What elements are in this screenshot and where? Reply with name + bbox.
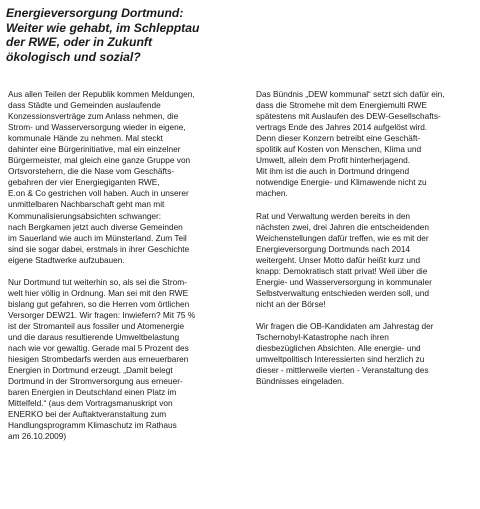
text-line: eigene Stadtwerke aufzubauen. — [8, 254, 125, 265]
text-line: Dortmund in der Stromversorgung aus erneuer- — [8, 376, 183, 387]
text-line: nicht an der Börse! — [256, 298, 326, 309]
right-column — [256, 89, 474, 398]
text-line: dahinter eine Bürgerinitiative, mal ein einzelner — [8, 144, 181, 155]
text-line: spolitik auf Kosten von Menschen, Klima und — [256, 144, 422, 155]
text-line: kommunale Hände zu nehmen. Mal steckt — [8, 133, 163, 144]
body-paragraph — [256, 211, 474, 310]
body-paragraph — [256, 321, 474, 387]
text-line: Wir fragen die OB-Kandidaten am Jahrestag der — [256, 320, 434, 331]
text-line: Handlungsprogramm Klimaschutz im Rathaus — [8, 420, 177, 431]
body-paragraph — [8, 277, 240, 443]
text-line: welt hier völlig in Ordnung. Man sei mit den RWE — [8, 287, 189, 298]
text-line: diesbezüglichen Absichten. Alle energie- und — [256, 343, 421, 354]
text-line: nächsten zwei, drei Jahren die entscheidenden — [256, 221, 429, 232]
text-line: Nur Dortmund tut weiterhin so, als sei die Strom- — [8, 276, 187, 287]
text-line: gebahren der vier Energiegiganten RWE, — [8, 177, 160, 188]
title-line: der RWE, oder in Zukunft — [6, 35, 153, 50]
text-line: Umwelt, allein dem Profit hinterherjagend. — [256, 155, 411, 166]
text-line: Kommunalisierungsabsichten schwanger: — [8, 210, 162, 221]
text-line: Ortsvorstehern, die die Nase vom Geschäfts- — [8, 166, 175, 177]
text-line: spätestens mit Auslaufen des DEW-Gesellschafts- — [256, 111, 441, 122]
text-line: Energieversorgung Dortmunds nach 2014 — [256, 243, 411, 254]
text-line: dass Städte und Gemeinden auslaufende — [8, 100, 161, 111]
title-line: Weiter wie gehabt, im Schlepptau — [6, 20, 200, 35]
text-line: baren Energien in Deutschland einen Platz im — [8, 387, 177, 398]
text-line: machen. — [256, 188, 288, 199]
text-line: ENERKO bei der Auftaktveranstaltung zum — [8, 409, 167, 420]
text-line: Weichenstellungen dafür treffen, wie es mit der — [256, 232, 429, 243]
text-line: hiesigen Strombedarfs werden aus erneuerbaren — [8, 354, 189, 365]
text-line: Konzessionsverträge zum Anlass nehmen, die — [8, 111, 179, 122]
text-line: E.on & Co gestrichen voll haben. Auch in unserer — [8, 188, 189, 199]
left-column — [8, 89, 240, 454]
text-line: Versorger DEW21. Wir fragen: Inwiefern? Mit 75 % — [8, 309, 196, 320]
text-line: Bündnisses eingeladen. — [256, 376, 345, 387]
text-line: Aus allen Teilen der Republik kommen Meldungen, — [8, 89, 195, 99]
text-line: unmittelbaren Nachbarschaft geht man mit — [8, 199, 165, 210]
title-line: Energieversorgung Dortmund: — [6, 6, 184, 20]
text-line: Rat und Verwaltung werden bereits in den — [256, 210, 411, 221]
text-line: Energie- und Wasserversorgung in kommunaler — [256, 276, 432, 287]
text-line: sind sie sogar dabei, erstmals in ihrer Geschichte — [8, 243, 190, 254]
text-line: Bürgermeister, mal gleich eine ganze Gruppe von — [8, 155, 191, 166]
text-line: und die daraus resultierende Umweltbelastung — [8, 332, 180, 343]
text-line: Mittelfeld.“ (aus dem Vortragsmanuskript von — [8, 398, 173, 409]
text-line: vertrags Ende des Jahres 2014 aufgelöst wird. — [256, 122, 428, 133]
article-title — [6, 6, 306, 64]
text-line: bislang gut gefahren, so die Herren vom örtlichen — [8, 298, 190, 309]
text-line: am 26.10.2009) — [8, 431, 67, 442]
text-line: Tschernobyl-Katastrophe nach ihren — [256, 332, 389, 343]
text-line: Mit ihm ist die auch in Dortmund dringend — [256, 166, 410, 177]
text-line: Strom- und Wasserversorgung wieder in eigene, — [8, 122, 186, 133]
body-paragraph — [8, 89, 240, 266]
text-line: nach Bergkamen jetzt auch diverse Gemeinden — [8, 221, 183, 232]
text-line: dieser - mittlerweile vierten - Veranstaltung des — [256, 365, 429, 376]
title-line: ökologisch und sozial? — [6, 49, 141, 64]
text-line: Energien in Dortmund erzeugt. „Damit belegt — [8, 365, 173, 376]
text-line: Denn dieser Konzern betreibt eine Geschäft- — [256, 133, 421, 144]
text-line: Selbstverwaltung entschieden werden soll, und — [256, 287, 429, 298]
text-line: nach wie vor gewaltig. Gerade mal 5 Prozent des — [8, 343, 189, 354]
text-line: im Sauerland wie auch im Münsterland. Zum Teil — [8, 232, 187, 243]
text-line: dass die Stromehe mit dem Energiemulti RWE — [256, 100, 427, 111]
text-line: umweltpolitisch Interessierten sind herzlich zu — [256, 354, 425, 365]
text-line: notwendige Energie- und Klimawende nicht zu — [256, 177, 427, 188]
body-paragraph — [256, 89, 474, 199]
text-line: knapp: Demokratisch statt privat! Weil über die — [256, 265, 428, 276]
text-line: ist der Stromanteil aus fossiler und Atomenergie — [8, 320, 185, 331]
text-line: Das Bündnis „DEW kommunal“ setzt sich dafür ein, — [256, 89, 445, 99]
text-line: weitergeht. Unser Motto dafür heißt kurz und — [256, 254, 421, 265]
